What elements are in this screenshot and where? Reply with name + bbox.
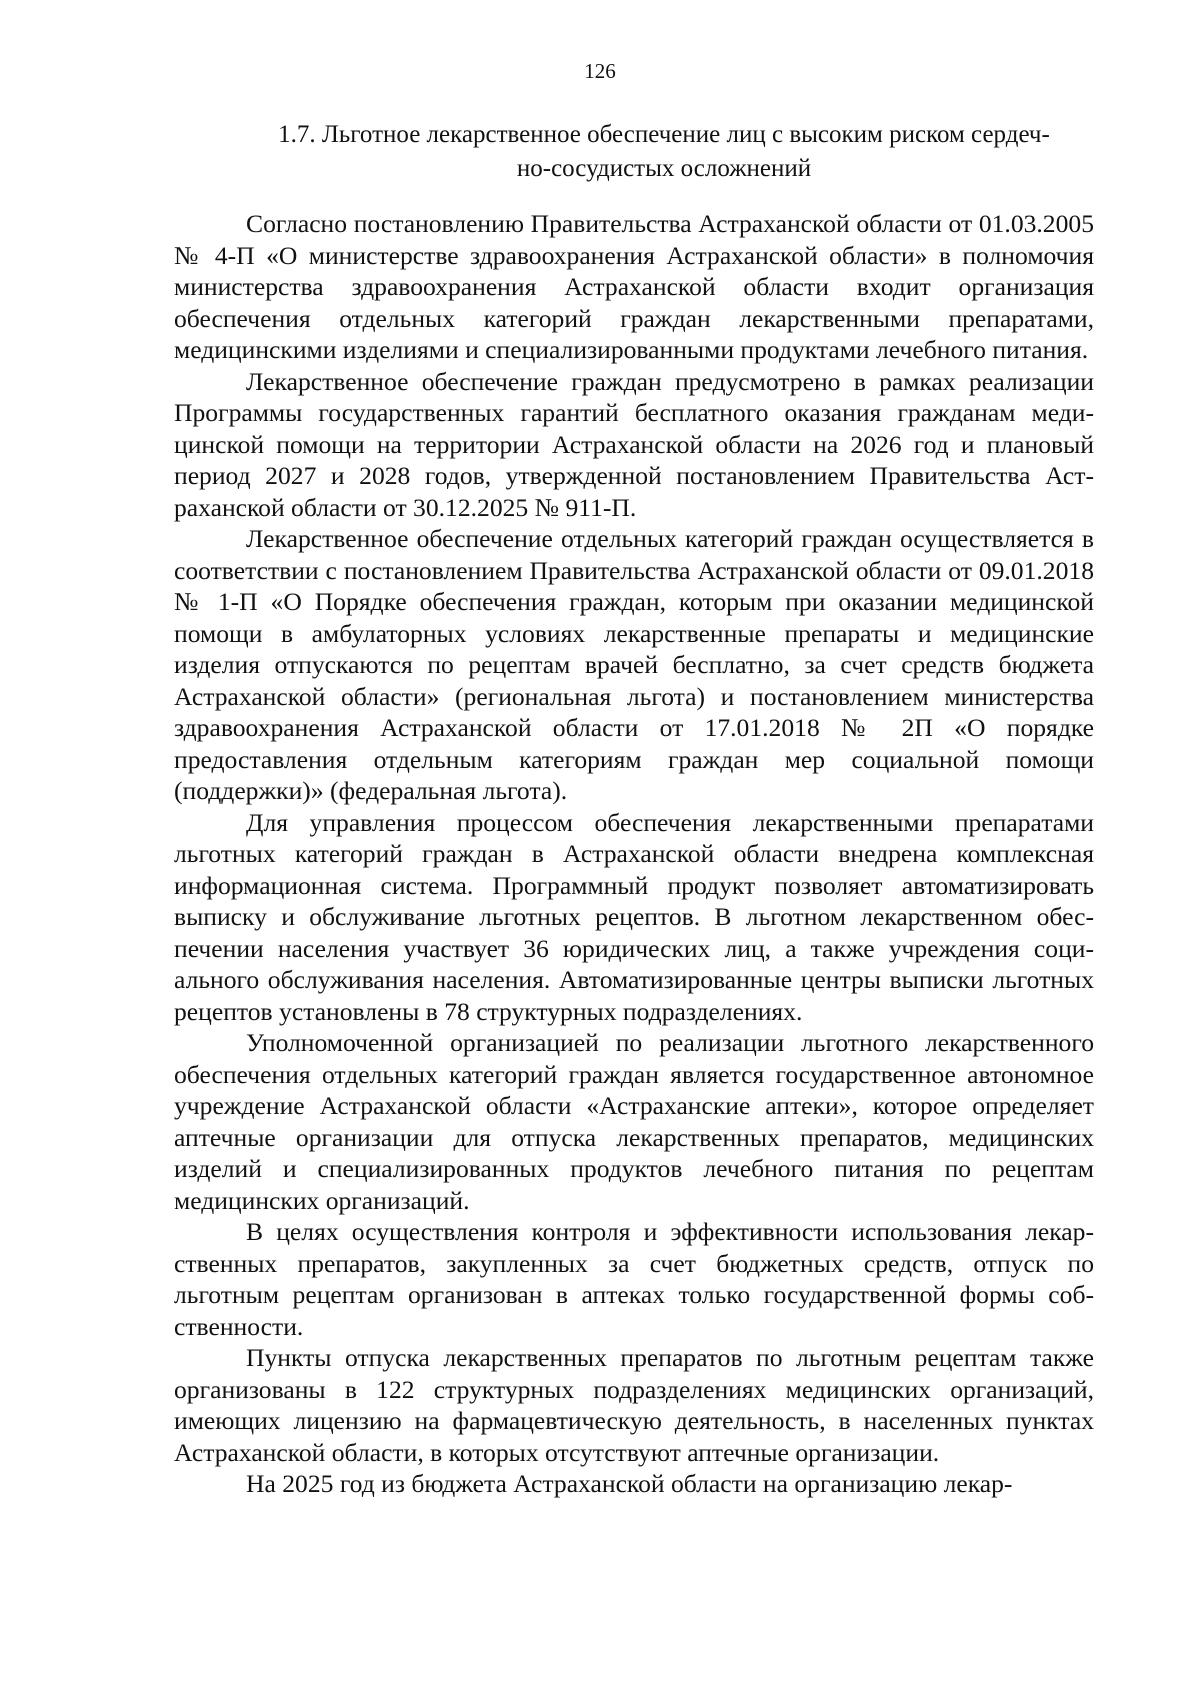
page-number: 126 xyxy=(584,59,616,83)
paragraph-3: Лекарственное обеспечение отдельных категорий граждан осуществляется в соответствии с постановлением Правительства Астраханской области от 09.01.2018 № 1-П «О Порядке обеспечения граждан, которым при оказании медицинской помощи в амбулаторных условиях лекарственные препараты и медицинские изделия отпускаются по рецептам врачей бесплатно, за счет средств бюджета Астраханской области» (региональная льгота) и постановлением министерства здравоохранения Астраханской области от 17.01.2018 № 2П «О порядке предоставления отдельным категориям граждан мер социальной помощи (поддержки)» (федеральная льгота). xyxy=(174,524,1094,805)
paragraph-5: Уполномоченной организацией по реализации льготного лекарственного обеспечения отдельных категорий граждан является государственное автономное учреждение Астраханской области «Астраханские аптеки», которое определяет аптечные организации для отпуска лекарственных препаратов, медицинских изделий и специализированных продуктов лечебного питания по рецептам медицинских организаций. xyxy=(174,1028,1094,1215)
section-heading xyxy=(232,118,1096,186)
paragraph-7: Пункты отпуска лекарственных препаратов по льготным рецептам также организованы в 122 структурных подразделениях медицинских организаций, имеющих лицензию на фармацевтическую деятельность, в населенных пунктах Астраханской области, в которых отсутствуют аптечные организации. xyxy=(174,1343,1094,1467)
paragraph-1: Согласно постановлению Правительства Астраханской области от 01.03.2005 № 4-П «О министерстве здравоохранения Астраханской области» в полномочия министерства здравоохранения Астраханской области входит организация обеспечения отдельных категорий граждан лекарственными препаратами, медицинскими изделиями и специализированными продуктами лечебного питания. xyxy=(174,209,1094,364)
paragraph-8: На 2025 год из бюджета Астраханской области на организацию лекар- xyxy=(246,1469,1013,1498)
paragraph-6: В целях осуществления контроля и эффективности использования лекарственных препаратов, закупленных за счет бюджетных средств, отпуск по льготным рецептам организован в аптеках только государственной формы собственности. xyxy=(174,1217,1094,1341)
paragraph-4: Для управления процессом обеспечения лекарственными препаратами льготных категорий граждан в Астраханской области внедрена комплексная информационная система. Программный продукт позволяет автоматизировать выписку и обслуживание льготных рецептов. В льготном лекарственном обеспечении населения участвует 36 юридических лиц, а также учреждения социального обслуживания населения. Автоматизированные центры выписки льготных рецептов установлены в 78 структурных подразделениях. xyxy=(174,807,1094,1026)
section-heading-line-2: но-сосудистых осложнений xyxy=(516,155,812,182)
paragraph-2: Лекарственное обеспечение граждан предусмотрено в рамках реализации Программы государственных гарантий бесплатного оказания гражданам медицинской помощи на территории Астраханской области на 2026 год и плановый период 2027 и 2028 годов, утвержденной постановлением Правительства Астраханской области от 30.12.2025 № 911-П. xyxy=(174,366,1094,522)
section-heading-line-1: 1.7. Льготное лекарственное обеспечение лиц с высоким риском сердеч- xyxy=(278,121,1050,148)
body-text xyxy=(174,208,1094,1500)
